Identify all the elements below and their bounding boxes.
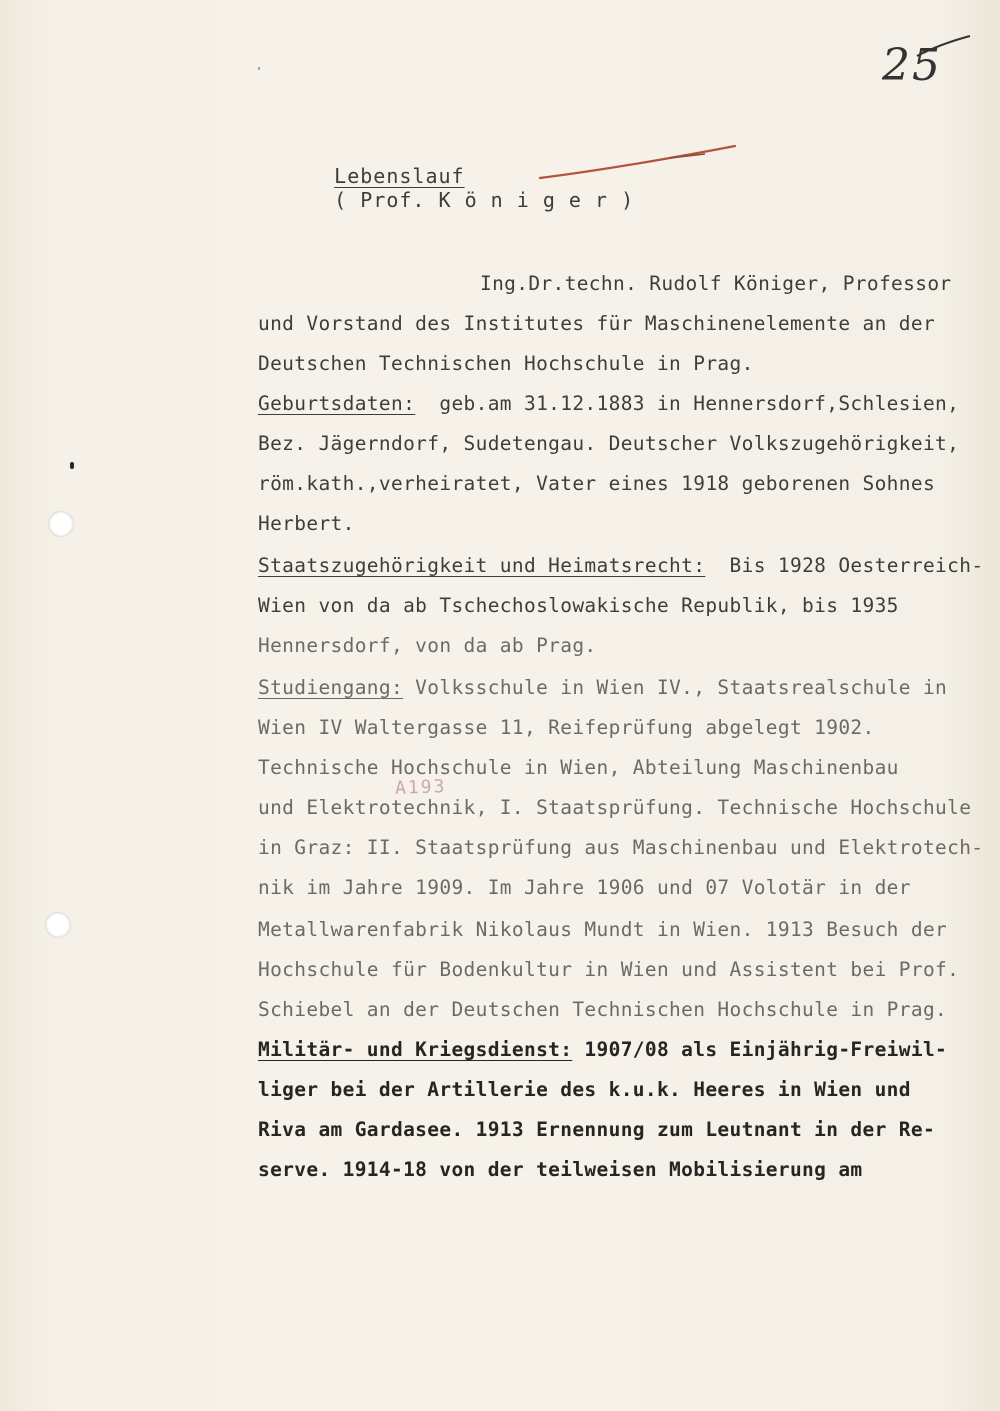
line-text: Herbert. [258,512,355,535]
title-subject: ( Prof. K ö n i g e r ) [334,188,635,212]
text-line [258,472,935,495]
line-text: serve. 1914-18 von der teilweisen Mobilisierung am [258,1158,863,1181]
line-text: Hochschule für Bodenkultur in Wien und Assistent bei Prof. [258,958,960,981]
line-text: Technische Hochschule in Wien, Abteilung Maschinenbau [258,756,899,779]
ink-speck [70,462,74,469]
text-line [258,432,959,455]
line-text: Wien von da ab Tschechoslowakische Republik, bis 1935 [258,594,899,617]
line-text: Metallwarenfabrik Nikolaus Mundt in Wien. 1913 Besuch der [258,918,948,941]
line-text: nik im Jahre 1909. Im Jahre 1906 und 07 Volotär in der [258,876,911,899]
line-text: Volksschule in Wien IV., Staatsrealschule in [403,676,948,699]
section-label: Geburtsdaten: [258,392,416,415]
line-text: Hennersdorf, von da ab Prag. [258,634,597,657]
text-line [258,594,899,617]
text-line [258,676,947,699]
text-line [258,958,959,981]
section-label: Studiengang: [258,676,404,699]
text-line [258,1078,911,1101]
line-text: Wien IV Waltergasse 11, Reifeprüfung abgelegt 1902. [258,716,875,739]
line-text: geb.am 31.12.1883 in Hennersdorf,Schlesien, [415,392,960,415]
text-line [258,392,959,415]
ink-speck [258,67,260,70]
text-line [258,876,911,899]
text-line [258,634,597,657]
line-text: und Vorstand des Institutes für Maschinenelemente an der [258,312,936,335]
line-text: Riva am Gardasee. 1913 Ernennung zum Leutnant in der Re- [258,1118,936,1141]
section-label: Staatszugehörigkeit und Heimatsrecht: [258,554,706,577]
text-line [258,716,875,739]
text-line [258,512,355,535]
title-heading: Lebenslauf [334,164,465,188]
handwritten-page-number: 25 [882,40,942,91]
text-line [480,272,952,295]
line-text: Deutschen Technischen Hochschule in Prag. [258,352,754,375]
red-pencil-underline [530,140,740,190]
text-line [258,1118,935,1141]
text-line [258,756,899,779]
text-line [258,312,935,335]
archive-stamp: A193 [394,776,447,799]
text-line [258,796,971,819]
text-line [258,998,947,1021]
text-line [258,1158,863,1181]
line-text: Bez. Jägerndorf, Sudetengau. Deutscher Volkszugehörigkeit, [258,432,960,455]
line-text: Schiebel an der Deutschen Technischen Hochschule in Prag. [258,998,948,1021]
punch-hole [45,912,71,938]
line-text: und Elektrotechnik, I. Staatsprüfung. Technische Hochschule [258,796,972,819]
text-line [258,352,754,375]
line-text: 1907/08 als Einjährig-Freiwil- [572,1038,948,1061]
punch-hole [48,511,74,537]
section-label: Militär- und Kriegsdienst: [258,1038,573,1061]
handwritten-flourish [915,34,975,64]
line-text: Ing.Dr.techn. Rudolf Königer, Professor [480,272,952,295]
text-line [258,836,983,859]
line-text: röm.kath.,verheiratet, Vater eines 1918 geborenen Sohnes [258,472,936,495]
line-text: liger bei der Artillerie des k.u.k. Heeres in Wien und [258,1078,911,1101]
text-line [258,1038,947,1061]
text-line [258,918,947,941]
text-line [258,554,983,577]
line-text: Bis 1928 Oesterreich- [705,554,984,577]
line-text: in Graz: II. Staatsprüfung aus Maschinenbau und Elektrotech- [258,836,984,859]
